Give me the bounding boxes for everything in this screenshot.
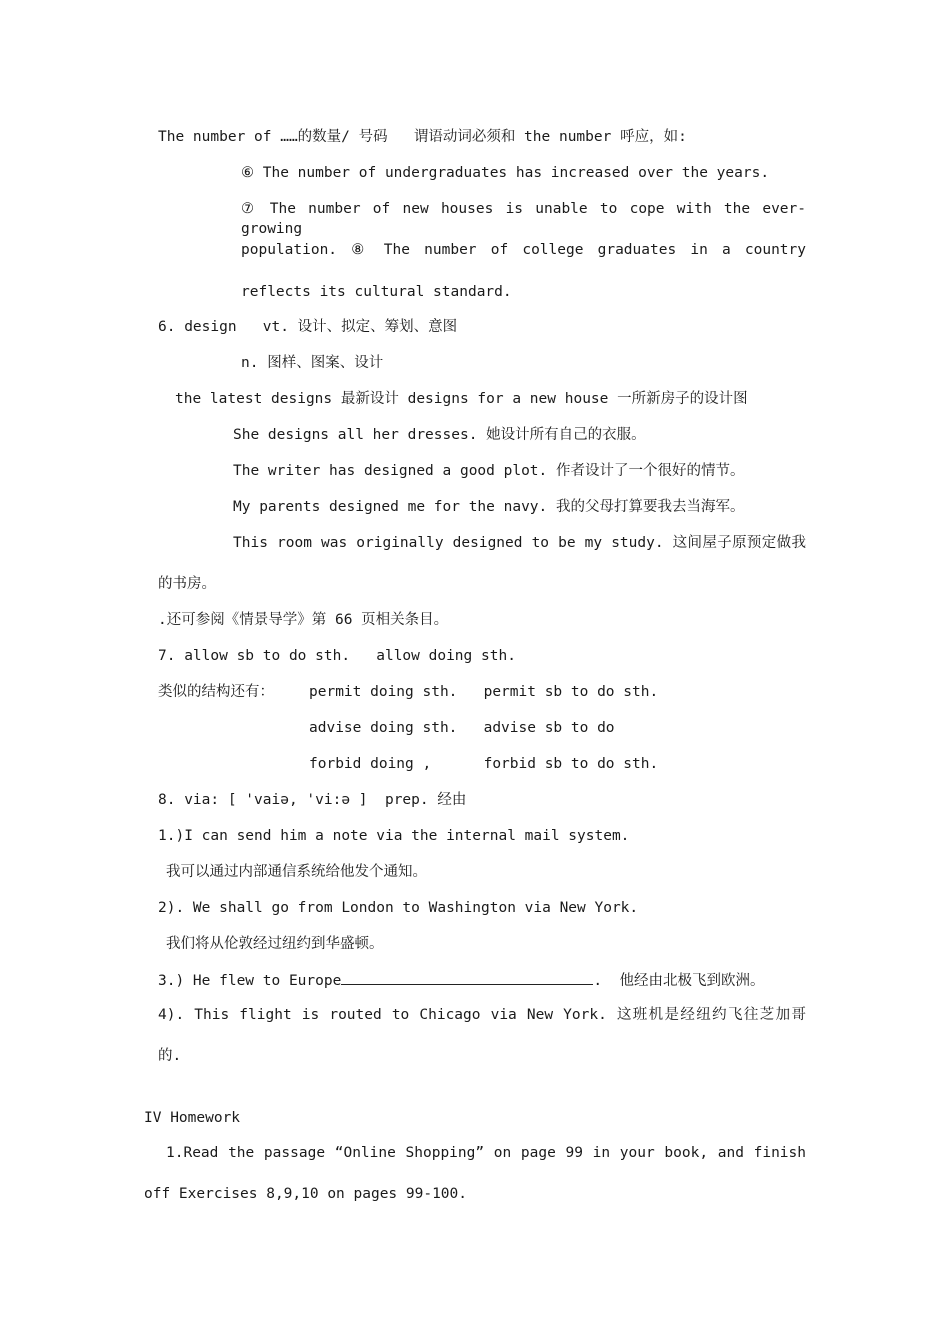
reference-note: .还可参阅《情景导学》第 66 页相关条目。 bbox=[158, 612, 449, 628]
design-phrases: the latest designs 最新设计 designs for a new house 一所新房子的设计图 bbox=[175, 391, 748, 407]
structure-permit: permit doing sth. permit sb to do sth. bbox=[309, 684, 659, 700]
item-6-design: 6. design vt. 设计、拟定、筹划、意图 bbox=[158, 319, 458, 335]
design-example-3: My parents designed me for the navy. 我的父母打算要我去当海军。 bbox=[233, 499, 745, 515]
design-example-4: This room was originally designed to be my study. 这间屋子原预定做我 bbox=[233, 535, 806, 551]
via-example-4-cont: 的. bbox=[158, 1048, 182, 1064]
example-7: ⑦ The number of new houses is unable to cope with the ever-growing bbox=[241, 201, 806, 237]
design-example-4-cont: 的书房。 bbox=[158, 576, 216, 592]
structure-advise: advise doing sth. advise sb to do bbox=[309, 720, 615, 736]
via-example-1: 1.)I can send him a note via the internal mail system. bbox=[158, 828, 630, 844]
example-8-cont: reflects its cultural standard. bbox=[241, 284, 512, 300]
design-example-2: The writer has designed a good plot. 作者设计了一个很好的情节。 bbox=[233, 463, 745, 479]
structure-forbid: forbid doing , forbid sb to do sth. bbox=[309, 756, 659, 772]
homework-item-1-cont: off Exercises 8,9,10 on pages 99-100. bbox=[144, 1186, 468, 1202]
similar-structures-label: 类似的结构还有： bbox=[158, 684, 274, 700]
homework-heading: IV Homework bbox=[144, 1110, 241, 1126]
design-noun: n. 图样、图案、设计 bbox=[241, 355, 384, 371]
item-7-allow: 7. allow sb to do sth. allow doing sth. bbox=[158, 648, 516, 664]
item-8-via: 8. via: [ 'vaiə, 'vi:ə ] prep. 经由 bbox=[158, 792, 467, 808]
example-7-cont: population. ⑧ The number of college graduates in a country bbox=[241, 242, 806, 258]
fill-in-blank[interactable] bbox=[341, 970, 593, 985]
via-example-2: 2). We shall go from London to Washington via New York. bbox=[158, 900, 639, 916]
via-example-2-cn: 我们将从伦敦经过纽约到华盛顿。 bbox=[166, 936, 384, 952]
number-of-heading: The number of ……的数量/ 号码 谓语动词必须和 the number 呼应，如: bbox=[158, 129, 687, 145]
via-example-3 bbox=[158, 970, 765, 991]
via-example-3-suffix: . 他经由北极飞到欧洲。 bbox=[593, 973, 765, 989]
example-6: ⑥ The number of undergraduates has increased over the years. bbox=[241, 165, 770, 181]
via-example-4: 4). This flight is routed to Chicago via New York. 这班机是经纽约飞往芝加哥 bbox=[158, 1007, 806, 1023]
design-example-1: She designs all her dresses. 她设计所有自己的衣服。 bbox=[233, 427, 646, 443]
homework-item-1: 1.Read the passage “Online Shopping” on page 99 in your book, and finish bbox=[166, 1145, 806, 1161]
via-example-1-cn: 我可以通过内部通信系统给他发个通知。 bbox=[166, 864, 427, 880]
via-example-3-prefix: 3.) He flew to Europe bbox=[158, 973, 342, 989]
